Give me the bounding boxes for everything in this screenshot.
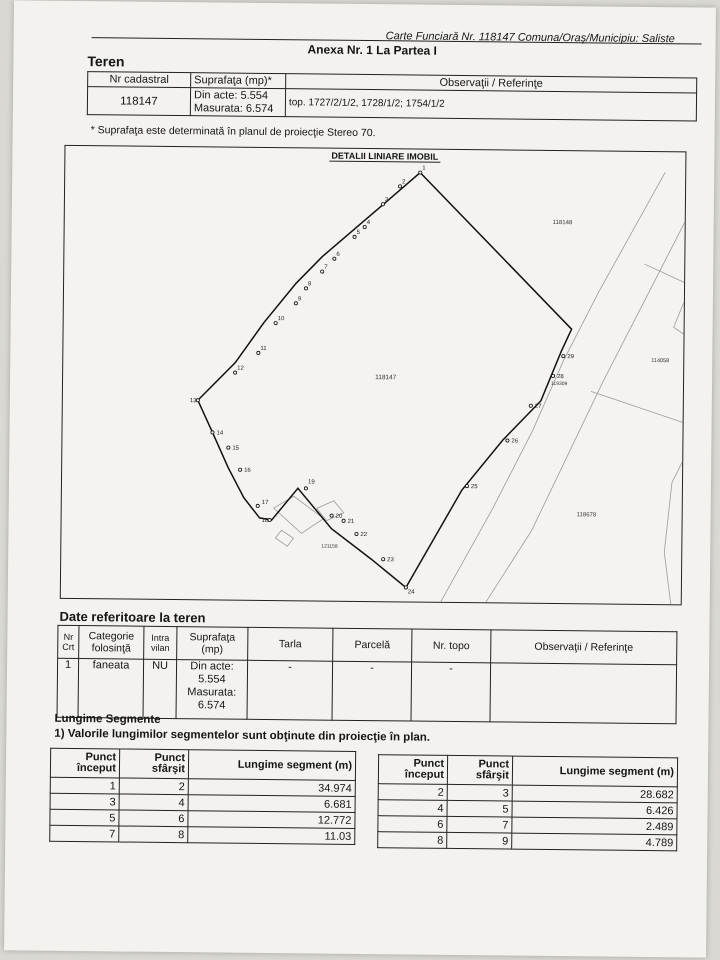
cell: 12.772 <box>188 811 355 829</box>
plan-title: DETALII LINIARE IMOBIL <box>329 151 440 163</box>
cell: 8 <box>119 826 188 843</box>
row-observatii <box>490 663 677 724</box>
col-nr-cadastral: Nr cadastral <box>88 72 191 88</box>
plan-vertex-label: 21 <box>347 518 355 525</box>
plan-vertex-label: 5 <box>356 229 360 236</box>
cell: 11.03 <box>188 827 355 845</box>
plan-vertex <box>196 399 199 402</box>
plan-vertex <box>506 439 509 442</box>
col-tarla: Tarla <box>248 627 333 661</box>
plan-vertex <box>268 518 271 521</box>
table-row <box>50 825 355 844</box>
col-intravilan: Intra vilan <box>144 626 177 659</box>
plan-vertex <box>551 374 554 377</box>
neighbor-line <box>273 496 323 534</box>
plan-vertex-label: 2 <box>402 179 406 186</box>
plan-vertex <box>465 484 468 487</box>
cell: 4.789 <box>512 833 677 851</box>
cell: 28.682 <box>512 785 677 803</box>
plan-vertex-label: 20 <box>335 513 343 520</box>
plan-vertex <box>256 504 259 507</box>
cell: 7 <box>50 825 119 842</box>
plan-vertex-label: 4 <box>366 220 371 227</box>
plan-vertex-label: 3 <box>384 197 389 204</box>
col-punct-sfarsit: Punct sfârşit <box>447 755 512 785</box>
row-masurata-label: Masurata: <box>187 686 237 699</box>
cell: 4 <box>378 800 447 817</box>
cell: 2 <box>378 784 447 801</box>
col-punct-inceput: Punct început <box>378 755 447 785</box>
parcel-label-121158: 121158 <box>321 543 338 550</box>
plan-vertex <box>238 468 241 471</box>
plan-vertex <box>330 514 333 517</box>
plan-vertex-label: 22 <box>360 531 368 539</box>
row-categorie: faneata <box>78 659 144 719</box>
plan-vertex-label: 18 <box>261 517 269 525</box>
plan-vertex-label: 26 <box>511 438 519 445</box>
plan-vertex <box>211 431 214 434</box>
plan-vertex <box>529 404 532 407</box>
plan-vertex-label: 15 <box>232 445 240 452</box>
plan-vertex <box>304 487 307 490</box>
cell: 2.489 <box>512 817 677 835</box>
plan-vertex <box>227 446 230 449</box>
neighbor-line <box>674 302 686 337</box>
segments-table-left <box>49 748 356 845</box>
masurata-value: Masurata: 6.574 <box>193 102 274 116</box>
cell: 5 <box>447 800 512 817</box>
col-lungime: Lungime segment (m) <box>188 750 355 781</box>
carte-funciara-header: Carte Funciară Nr. 118147 Comuna/Oraş/Municipiu: Saliste <box>385 30 675 46</box>
neighbor-line <box>644 264 684 282</box>
col-categorie: Categorie folosinţă <box>79 626 144 660</box>
plan-vertex-label: 11 <box>260 345 267 352</box>
col-parcela: Parcelă <box>333 628 412 662</box>
row-din-acte-value: 5.554 <box>198 673 226 686</box>
plan-vertex-label: 12 <box>237 365 244 372</box>
cell: 6.681 <box>188 795 355 813</box>
col-suprafata-mp: Suprafaţa (mp) <box>177 627 248 661</box>
plan-vertex-label: 23 <box>387 557 394 564</box>
row-parcela: - <box>332 661 412 721</box>
date-table <box>57 625 678 724</box>
parcel-plan-svg <box>61 146 686 604</box>
projection-note: * Suprafaţa este determinată în planul de proiecţie Stereo 70. <box>90 124 376 140</box>
plan-vertex-label: 9 <box>297 296 302 303</box>
plan-vertex-label: 14 <box>216 430 224 437</box>
neighbor-line <box>591 391 683 422</box>
neighbor-line <box>275 530 293 546</box>
plan-vertex-label: 13 <box>189 398 197 405</box>
parcel-label-118678: 118678 <box>576 512 597 519</box>
cell: 6 <box>119 810 188 827</box>
col-observatii-referinte: Observaţii / Referinţe <box>491 630 677 665</box>
nr-cadastral-value: 118147 <box>87 87 190 116</box>
cell: 3 <box>50 793 119 810</box>
col-lungime: Lungime segment (m) <box>512 756 677 787</box>
cell: 6 <box>378 816 447 833</box>
cell: 1 <box>50 777 119 794</box>
plan-vertex-label: 7 <box>324 264 328 271</box>
segments-subtitle: 1) Valorile lungimilor segmentelor sunt obţinute din proiecţie în plan. <box>54 727 431 744</box>
row-masurata-value: 6.574 <box>197 699 226 712</box>
plan-vertex-label: 1 <box>422 165 426 172</box>
row-nr-topo: - <box>411 662 491 722</box>
cell: 3 <box>447 784 512 801</box>
cell: 4 <box>119 794 188 811</box>
row-intravilan: NU <box>143 659 177 718</box>
col-punct-sfarsit: Punct sfârşit <box>119 749 188 779</box>
observatii-value: top. 1727/2/1/2, 1728/1/2; 1754/1/2 <box>285 89 696 121</box>
annex-title: Anexa Nr. 1 La Partea I <box>307 42 437 58</box>
cell: 7 <box>447 816 512 833</box>
cell: 2 <box>119 778 188 795</box>
col-nr-topo: Nr. topo <box>412 629 491 663</box>
plan-drawing <box>60 145 687 605</box>
parcel-label-114058: 114058 <box>651 358 670 365</box>
plan-vertex <box>355 532 358 535</box>
plan-vertex-label: 29 <box>567 354 575 361</box>
parcel-label-118147: 118147 <box>375 374 397 382</box>
document-page <box>4 0 716 957</box>
plan-vertex-label: 27 <box>534 403 542 410</box>
row-din-acte-label: Din acte: <box>190 660 234 673</box>
table-row <box>378 832 677 851</box>
neighbor-line <box>486 220 685 604</box>
plan-vertex-label: 28 <box>557 374 564 381</box>
section-title-segments: Lungime Segmente <box>54 712 161 726</box>
plan-vertex-label: 25 <box>470 484 478 491</box>
cell: 34.974 <box>188 779 355 797</box>
plan-vertex-label: 8 <box>308 281 312 288</box>
parcel-label-119309: 119309 <box>550 380 568 388</box>
section-title-teren: Teren <box>87 53 125 70</box>
teren-table <box>87 71 697 121</box>
cell: 9 <box>447 832 512 849</box>
plan-vertex-label: 6 <box>336 251 340 258</box>
segments-table-right <box>377 754 678 851</box>
parcel-label-118148: 118148 <box>552 219 573 227</box>
cell: 5 <box>50 809 119 826</box>
cell: 8 <box>378 832 447 849</box>
plan-vertex <box>382 558 385 561</box>
section-title-date: Date referitoare la teren <box>59 608 206 626</box>
col-punct-inceput: Punct început <box>50 748 119 778</box>
row-tarla: - <box>247 660 333 720</box>
row-nr: 1 <box>57 658 79 717</box>
din-acte-value: Din acte: 5.554 <box>193 89 269 102</box>
plan-vertex-label: 10 <box>277 316 285 323</box>
cell: 6.426 <box>512 801 677 819</box>
plan-vertex-label: 19 <box>307 479 315 486</box>
col-nr-crt: Nr Crt <box>58 625 79 658</box>
plan-vertex-label: 17 <box>261 499 269 507</box>
plan-vertex <box>562 354 565 357</box>
col-observatii: Observaţii / Referinţe <box>286 74 697 93</box>
plan-vertex-label: 16 <box>244 467 251 474</box>
plan-vertex <box>342 519 345 522</box>
plan-vertex-label: 24 <box>407 589 415 596</box>
col-suprafata: Suprafaţa (mp)* <box>191 73 286 89</box>
neighbor-line <box>664 462 682 604</box>
